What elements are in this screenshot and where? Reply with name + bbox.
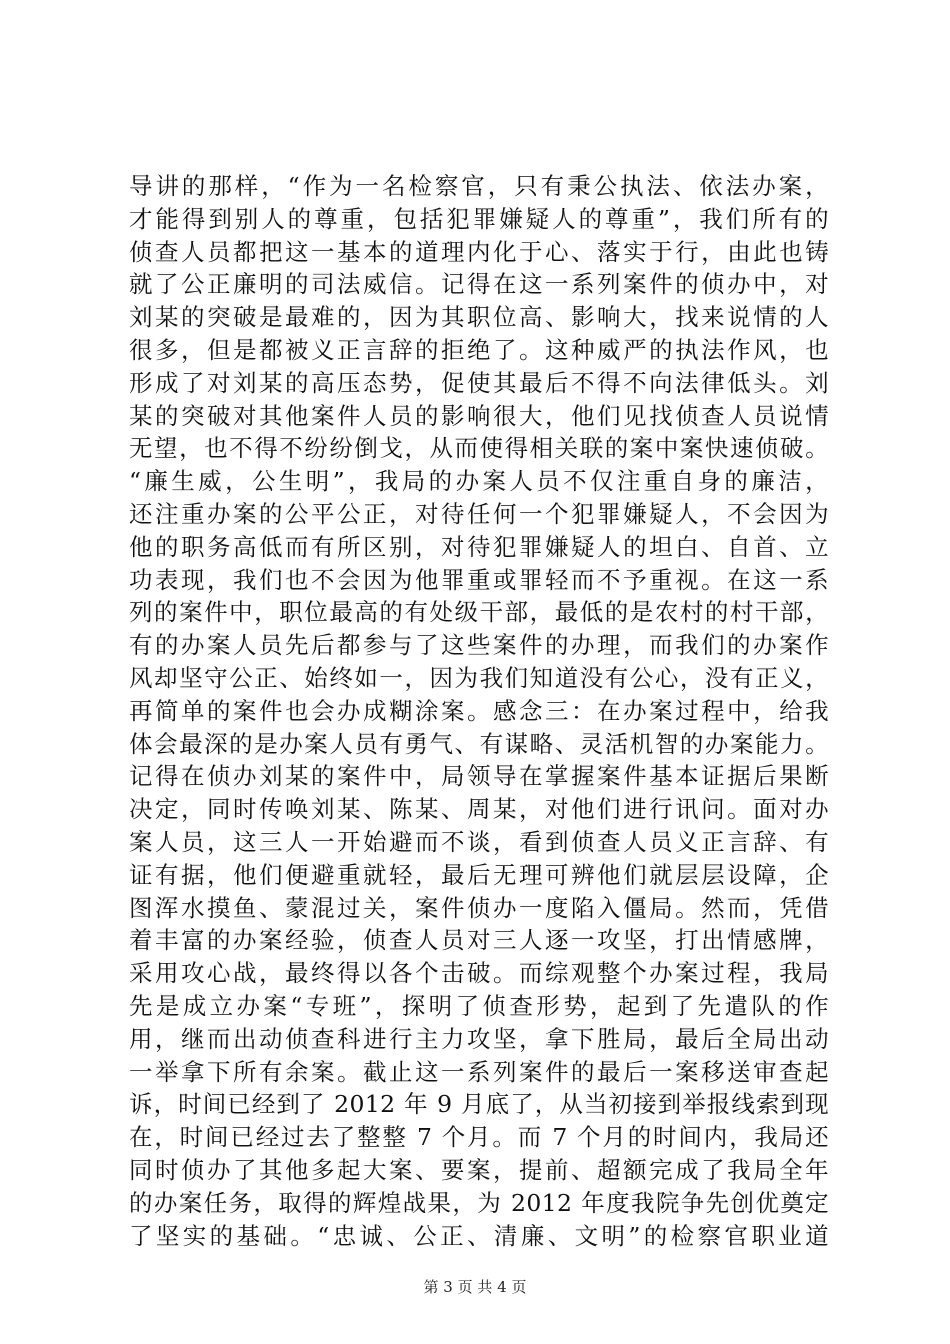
text-line: 很多，但是都被义正言辞的拒绝了。这种威严的执法作风，也 bbox=[129, 335, 829, 364]
page-footer: 第 3 页 共 4 页 bbox=[423, 1278, 527, 1296]
text-line: 有的办案人员先后都参与了这些案件的办理，而我们的办案作 bbox=[129, 631, 829, 660]
text-line: 采用攻心战，最终得以各个击破。而综观整个办案过程，我局 bbox=[129, 959, 829, 988]
text-line: 证有据，他们便避重就轻，最后无理可辨他们就层层设障，企 bbox=[129, 860, 829, 889]
text-line: 形成了对刘某的高压态势，促使其最后不得不向法律低头。刘 bbox=[129, 368, 829, 397]
body-text bbox=[129, 170, 829, 1252]
text-line: 记得在侦办刘某的案件中，局领导在掌握案件基本证据后果断 bbox=[129, 762, 829, 791]
text-line: 在，时间已经过去了整整 7 个月。而 7 个月的时间内，我局还 bbox=[129, 1123, 829, 1152]
text-line: 图浑水摸鱼、蒙混过关，案件侦办一度陷入僵局。然而，凭借 bbox=[129, 893, 829, 922]
text-line: 风却坚守公正、始终如一，因为我们知道没有公心，没有正义， bbox=[129, 663, 829, 692]
text-line: 某的突破对其他案件人员的影响很大，他们见找侦查人员说情 bbox=[129, 401, 829, 430]
text-line: 用，继而出动侦查科进行主力攻坚，拿下胜局，最后全局出动 bbox=[129, 1024, 829, 1053]
text-line: 决定，同时传唤刘某、陈某、周某，对他们进行讯问。面对办 bbox=[129, 795, 829, 824]
text-line: 列的案件中，职位最高的有处级干部，最低的是农村的村干部， bbox=[129, 598, 829, 627]
text-line: 导讲的那样，“作为一名检察官，只有秉公执法、依法办案， bbox=[129, 172, 829, 200]
text-line: 体会最深的是办案人员有勇气、有谋略、灵活机智的办案能力。 bbox=[129, 729, 829, 758]
text-line: 侦查人员都把这一基本的道理内化于心、落实于行，由此也铸 bbox=[129, 237, 829, 266]
text-line: 才能得到别人的尊重，包括犯罪嫌疑人的尊重”，我们所有的 bbox=[129, 204, 829, 233]
text-line: 了坚实的基础。“忠诚、公正、清廉、文明”的检察官职业道 bbox=[129, 1221, 829, 1250]
text-line: 就了公正廉明的司法威信。记得在这一系列案件的侦办中，对 bbox=[129, 270, 829, 299]
text-line: 刘某的突破是最难的，因为其职位高、影响大，找来说情的人 bbox=[129, 303, 829, 332]
text-line: 他的职务高低而有所区别，对待犯罪嫌疑人的坦白、自首、立 bbox=[129, 532, 829, 561]
text-line: 无望，也不得不纷纷倒戈，从而使得相关联的案中案快速侦破。 bbox=[129, 434, 829, 463]
text-line: “廉生威，公生明”，我局的办案人员不仅注重自身的廉洁， bbox=[129, 467, 829, 496]
text-line: 同时侦办了其他多起大案、要案，提前、超额完成了我局全年 bbox=[129, 1155, 829, 1184]
text-line: 功表现，我们也不会因为他罪重或罪轻而不予重视。在这一系 bbox=[129, 565, 829, 594]
text-line: 再简单的案件也会办成糊涂案。感念三：在办案过程中，给我 bbox=[129, 696, 829, 725]
text-line: 还注重办案的公平公正，对待任何一个犯罪嫌疑人，不会因为 bbox=[129, 499, 829, 528]
text-line: 的办案任务，取得的辉煌战果，为 2012 年度我院争先创优奠定 bbox=[129, 1188, 829, 1217]
text-line: 先是成立办案“专班”，探明了侦查形势，起到了先遣队的作 bbox=[129, 991, 829, 1020]
text-line: 诉，时间已经到了 2012 年 9 月底了，从当初接到举报线索到现 bbox=[129, 1090, 829, 1119]
text-line: 案人员，这三人一开始避而不谈，看到侦查人员义正言辞、有 bbox=[129, 827, 829, 856]
text-line: 一举拿下所有余案。截止这一系列案件的最后一案移送审查起 bbox=[129, 1057, 829, 1086]
text-line: 着丰富的办案经验，侦查人员对三人逐一攻坚，打出情感牌， bbox=[129, 926, 829, 955]
